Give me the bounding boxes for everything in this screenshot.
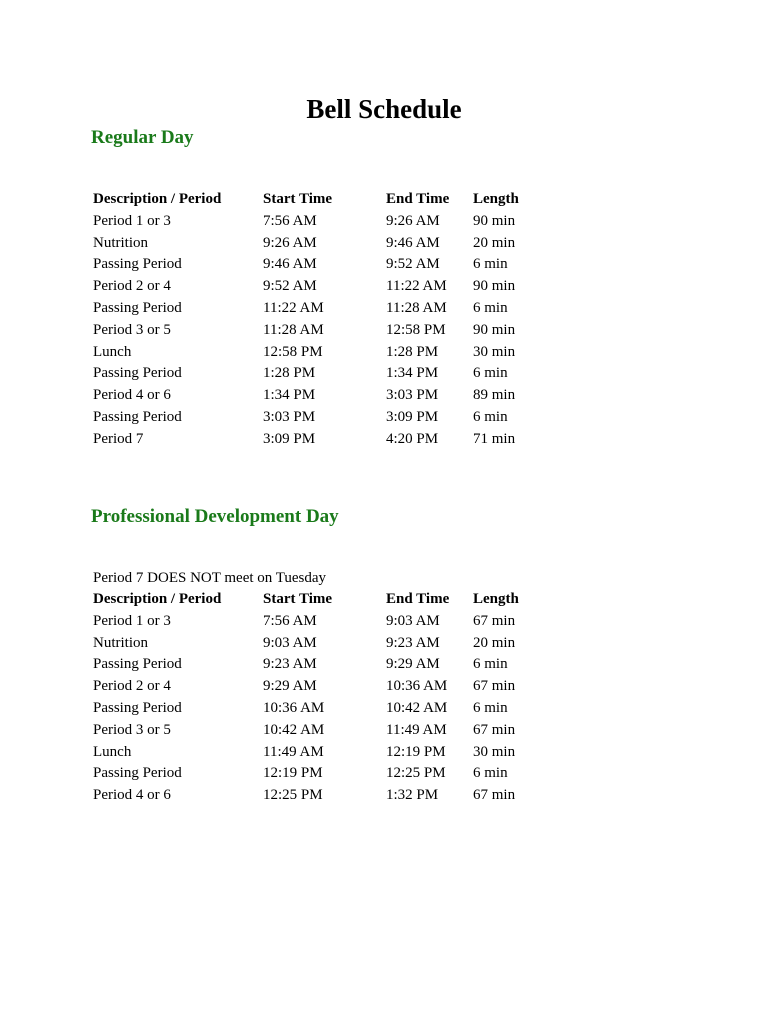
cell-description: Nutrition — [93, 234, 148, 251]
cell-length: 30 min — [473, 743, 516, 760]
pd-day-heading: Professional Development Day — [91, 506, 339, 527]
cell-end-time: 4:20 PM — [386, 430, 439, 447]
cell-start-time: 9:29 AM — [263, 678, 317, 695]
cell-description: Period 1 or 3 — [93, 612, 171, 629]
table-row — [93, 254, 533, 276]
regular-day-rows — [93, 211, 533, 451]
table-row — [93, 363, 533, 385]
table-row — [93, 385, 533, 407]
page-title: Bell Schedule — [306, 94, 462, 124]
cell-end-time: 9:46 AM — [386, 234, 440, 251]
cell-description: Passing Period — [93, 656, 182, 673]
cell-end-time: 9:29 AM — [386, 656, 440, 673]
table-row — [93, 342, 533, 364]
cell-description: Passing Period — [93, 299, 182, 316]
column-header-start-time: Start Time — [263, 191, 333, 207]
column-header-length: Length — [473, 591, 519, 607]
cell-length: 90 min — [473, 278, 516, 295]
cell-end-time: 9:03 AM — [386, 612, 440, 629]
table-row — [93, 429, 533, 451]
table-header-row — [93, 589, 533, 611]
cell-description: Passing Period — [93, 765, 182, 782]
cell-end-time: 3:09 PM — [386, 408, 439, 425]
cell-start-time: 12:58 PM — [263, 343, 323, 360]
cell-start-time: 9:52 AM — [263, 278, 317, 295]
cell-start-time: 9:03 AM — [263, 634, 317, 651]
cell-end-time: 3:03 PM — [386, 387, 439, 404]
table-row — [93, 763, 533, 785]
cell-end-time: 1:34 PM — [386, 365, 439, 382]
cell-start-time: 11:28 AM — [263, 321, 324, 338]
column-header-description: Description / Period — [93, 191, 222, 207]
cell-length: 6 min — [473, 656, 508, 673]
cell-length: 6 min — [473, 765, 508, 782]
cell-end-time: 12:58 PM — [386, 321, 446, 338]
cell-length: 6 min — [473, 408, 508, 425]
cell-end-time: 1:32 PM — [386, 787, 439, 804]
column-header-description: Description / Period — [93, 591, 222, 607]
regular-day-heading: Regular Day — [91, 127, 194, 148]
cell-length: 6 min — [473, 365, 508, 382]
pd-note: Period 7 DOES NOT meet on Tuesday — [93, 570, 327, 586]
cell-length: 6 min — [473, 299, 508, 316]
table-row — [93, 654, 533, 676]
cell-end-time: 11:22 AM — [386, 278, 447, 295]
cell-start-time: 9:26 AM — [263, 234, 317, 251]
cell-description: Period 7 — [93, 430, 144, 447]
cell-length: 90 min — [473, 212, 516, 229]
cell-description: Lunch — [93, 343, 132, 360]
table-row — [93, 720, 533, 742]
cell-description: Period 4 or 6 — [93, 787, 171, 804]
cell-end-time: 10:36 AM — [386, 678, 448, 695]
cell-length: 71 min — [473, 430, 516, 447]
cell-length: 20 min — [473, 634, 516, 651]
cell-description: Nutrition — [93, 634, 148, 651]
table-row — [93, 298, 533, 320]
table-header-row — [93, 189, 533, 211]
table-row — [93, 676, 533, 698]
table-row — [93, 742, 533, 764]
cell-length: 67 min — [473, 787, 516, 804]
cell-end-time: 11:49 AM — [386, 721, 447, 738]
cell-start-time: 9:23 AM — [263, 656, 317, 673]
column-header-length: Length — [473, 191, 519, 207]
cell-end-time: 9:26 AM — [386, 212, 440, 229]
table-row — [93, 698, 533, 720]
cell-end-time: 12:19 PM — [386, 743, 446, 760]
cell-description: Period 2 or 4 — [93, 678, 171, 695]
cell-length: 90 min — [473, 321, 516, 338]
table-row — [93, 785, 533, 807]
cell-start-time: 3:03 PM — [263, 408, 316, 425]
cell-length: 30 min — [473, 343, 516, 360]
cell-start-time: 12:25 PM — [263, 787, 323, 804]
cell-start-time: 3:09 PM — [263, 430, 316, 447]
cell-end-time: 1:28 PM — [386, 343, 439, 360]
cell-description: Period 4 or 6 — [93, 387, 171, 404]
cell-length: 89 min — [473, 387, 516, 404]
table-row — [93, 407, 533, 429]
cell-end-time: 12:25 PM — [386, 765, 446, 782]
cell-length: 67 min — [473, 678, 516, 695]
cell-description: Passing Period — [93, 256, 182, 273]
cell-length: 67 min — [473, 612, 516, 629]
cell-end-time: 10:42 AM — [386, 699, 448, 716]
cell-end-time: 9:52 AM — [386, 256, 440, 273]
cell-description: Passing Period — [93, 408, 182, 425]
cell-description: Period 3 or 5 — [93, 721, 171, 738]
cell-description: Period 1 or 3 — [93, 212, 171, 229]
table-row — [93, 633, 533, 655]
cell-end-time: 11:28 AM — [386, 299, 447, 316]
cell-description: Passing Period — [93, 365, 182, 382]
cell-start-time: 10:36 AM — [263, 699, 325, 716]
cell-end-time: 9:23 AM — [386, 634, 440, 651]
cell-description: Period 3 or 5 — [93, 321, 171, 338]
cell-start-time: 11:22 AM — [263, 299, 324, 316]
cell-length: 6 min — [473, 699, 508, 716]
table-row — [93, 611, 533, 633]
pd-day-rows — [93, 611, 533, 807]
cell-start-time: 1:34 PM — [263, 387, 316, 404]
column-header-start-time: Start Time — [263, 591, 333, 607]
pd-day-table — [93, 589, 533, 807]
cell-length: 20 min — [473, 234, 516, 251]
cell-start-time: 9:46 AM — [263, 256, 317, 273]
column-header-end-time: End Time — [386, 591, 450, 607]
cell-description: Lunch — [93, 743, 132, 760]
table-row — [93, 276, 533, 298]
table-row — [93, 211, 533, 233]
table-row — [93, 233, 533, 255]
cell-start-time: 10:42 AM — [263, 721, 325, 738]
cell-description: Passing Period — [93, 699, 182, 716]
column-header-end-time: End Time — [386, 191, 450, 207]
table-row — [93, 320, 533, 342]
cell-start-time: 1:28 PM — [263, 365, 316, 382]
cell-start-time: 11:49 AM — [263, 743, 324, 760]
cell-start-time: 7:56 AM — [263, 612, 317, 629]
cell-start-time: 7:56 AM — [263, 212, 317, 229]
cell-length: 6 min — [473, 256, 508, 273]
cell-length: 67 min — [473, 721, 516, 738]
cell-description: Period 2 or 4 — [93, 278, 171, 295]
cell-start-time: 12:19 PM — [263, 765, 323, 782]
regular-day-table — [93, 189, 533, 451]
